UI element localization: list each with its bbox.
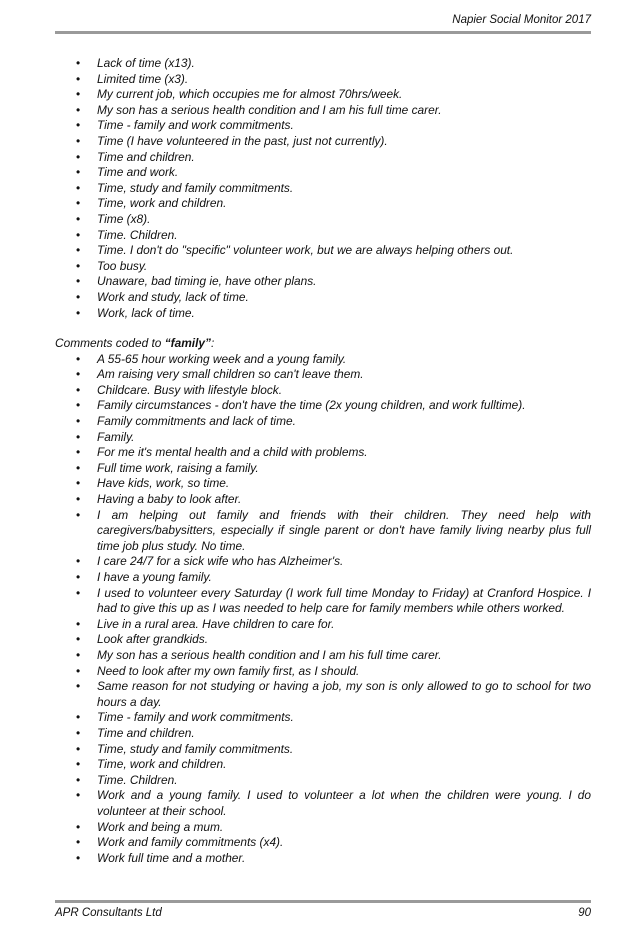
list-item: • Work and being a mum. bbox=[55, 820, 591, 836]
list-item: • Family circumstances - don't have the time (2x young children, and work fulltime). bbox=[55, 398, 591, 414]
family-section-heading bbox=[55, 336, 591, 352]
list-item: • Time, study and family commitments. bbox=[55, 742, 591, 758]
list-item: • Time. Children. bbox=[55, 773, 591, 789]
list-item: • Look after grandkids. bbox=[55, 632, 591, 648]
list-item: • Unaware, bad timing ie, have other plans. bbox=[55, 274, 591, 290]
list-item: • My son has a serious health condition and I am his full time carer. bbox=[55, 103, 591, 119]
family-comments-list bbox=[55, 352, 591, 867]
page-content bbox=[55, 56, 591, 866]
list-item: • Time, study and family commitments. bbox=[55, 181, 591, 197]
list-item: • Family. bbox=[55, 430, 591, 446]
list-item: • My current job, which occupies me for almost 70hrs/week. bbox=[55, 87, 591, 103]
list-item: • Time, work and children. bbox=[55, 757, 591, 773]
list-item: • Need to look after my own family first, as I should. bbox=[55, 664, 591, 680]
list-item: • I am helping out family and friends with their children. They need help with caregivers/babysitters, especially if single parent or don't have family living nearby plus full time job plus study. No time. bbox=[55, 508, 591, 555]
list-item: • Too busy. bbox=[55, 259, 591, 275]
list-item: • Limited time (x3). bbox=[55, 72, 591, 88]
list-item: • Have kids, work, so time. bbox=[55, 476, 591, 492]
page-number: 90 bbox=[578, 907, 591, 919]
list-item: • My son has a serious health condition and I am his full time carer. bbox=[55, 648, 591, 664]
list-item: • Time and children. bbox=[55, 726, 591, 742]
list-item: • I used to volunteer every Saturday (I work full time Monday to Friday) at Cranford Hospice. I had to give this up as I was needed to help care for family members while others worked. bbox=[55, 586, 591, 617]
family-heading-suffix: : bbox=[210, 336, 215, 351]
list-item: • Childcare. Busy with lifestyle block. bbox=[55, 383, 591, 399]
page-footer bbox=[55, 907, 591, 919]
family-heading-prefix: Comments coded to bbox=[55, 336, 165, 351]
list-item: • Family commitments and lack of time. bbox=[55, 414, 591, 430]
list-item: • Work and a young family. I used to volunteer a lot when the children were young. I do volunteer at their school. bbox=[55, 788, 591, 819]
list-item: • Time. Children. bbox=[55, 228, 591, 244]
list-item: • Work, lack of time. bbox=[55, 306, 591, 322]
list-item: • I have a young family. bbox=[55, 570, 591, 586]
list-item: • Work and study, lack of time. bbox=[55, 290, 591, 306]
list-item: • Same reason for not studying or having a job, my son is only allowed to go to school for two hours a day. bbox=[55, 679, 591, 710]
list-item: • Time (I have volunteered in the past, just not currently). bbox=[55, 134, 591, 150]
family-heading-keyword: “family” bbox=[164, 336, 211, 351]
list-item: • Work full time and a mother. bbox=[55, 851, 591, 867]
list-item: • Having a baby to look after. bbox=[55, 492, 591, 508]
header-divider bbox=[55, 31, 591, 34]
list-item: • Am raising very small children so can't leave them. bbox=[55, 367, 591, 383]
list-item: • A 55-65 hour working week and a young family. bbox=[55, 352, 591, 368]
list-item: • Time (x8). bbox=[55, 212, 591, 228]
list-item: • For me it's mental health and a child with problems. bbox=[55, 445, 591, 461]
list-item: • Time and work. bbox=[55, 165, 591, 181]
footer-divider bbox=[55, 900, 591, 903]
list-item: • Time, work and children. bbox=[55, 196, 591, 212]
list-item: • I care 24/7 for a sick wife who has Alzheimer's. bbox=[55, 554, 591, 570]
list-item: • Full time work, raising a family. bbox=[55, 461, 591, 477]
report-title: Napier Social Monitor 2017 bbox=[452, 14, 591, 26]
list-item: • Time - family and work commitments. bbox=[55, 710, 591, 726]
list-item: • Lack of time (x13). bbox=[55, 56, 591, 72]
list-item: • Time and children. bbox=[55, 150, 591, 166]
company-name: APR Consultants Ltd bbox=[55, 907, 162, 919]
list-item: • Time. I don't do "specific" volunteer work, but we are always helping others out. bbox=[55, 243, 591, 259]
list-item: • Time - family and work commitments. bbox=[55, 118, 591, 134]
list-item: • Work and family commitments (x4). bbox=[55, 835, 591, 851]
list-item: • Live in a rural area. Have children to care for. bbox=[55, 617, 591, 633]
time-comments-list bbox=[55, 56, 591, 321]
